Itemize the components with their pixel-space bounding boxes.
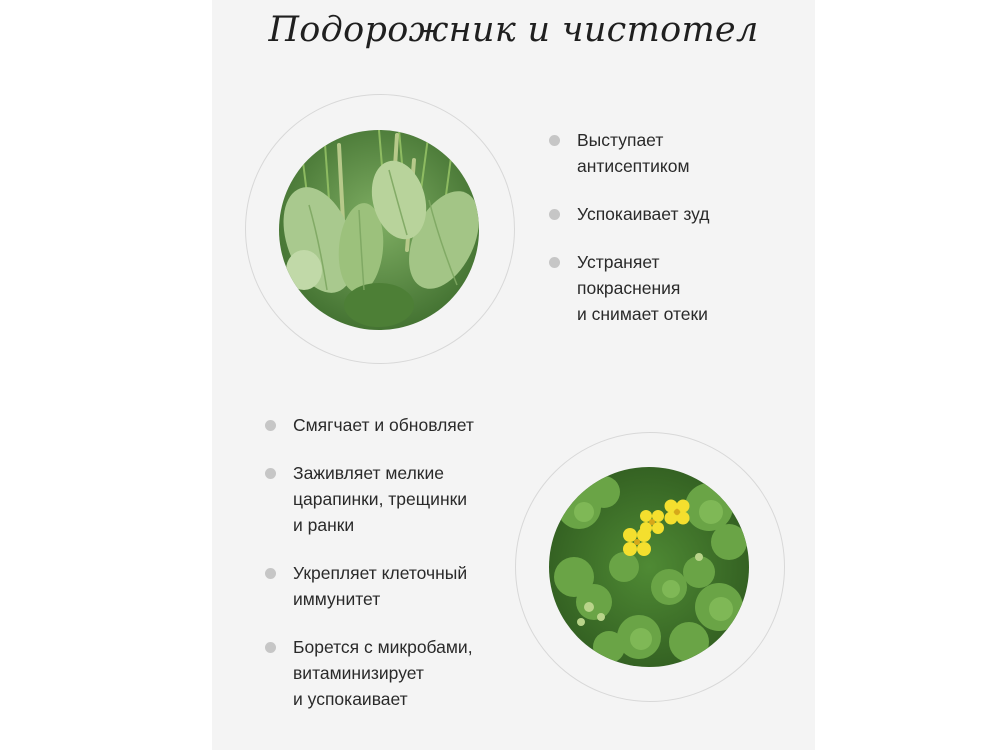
bullet-icon	[265, 420, 276, 431]
list-item: Успокаивает зуд	[549, 201, 789, 227]
list-item: Выступает антисептиком	[549, 127, 789, 179]
list-item: Укрепляет клеточный иммунитет	[265, 560, 505, 612]
celandine-photo	[549, 467, 749, 667]
plantain-benefits-list	[549, 127, 789, 349]
list-item: Заживляет мелкие царапинки, трещинки и ранки	[265, 460, 505, 538]
bullet-icon	[549, 135, 560, 146]
list-item: Устраняет покраснения и снимает отеки	[549, 249, 789, 327]
list-item: Смягчает и обновляет	[265, 412, 505, 438]
plantain-photo	[279, 130, 479, 330]
list-item: Борется с микробами, витаминизирует и успокаивает	[265, 634, 505, 712]
celandine-benefits-list	[265, 412, 505, 734]
bullet-icon	[549, 209, 560, 220]
infographic-card	[212, 0, 815, 750]
bullet-icon	[549, 257, 560, 268]
bullet-icon	[265, 468, 276, 479]
page-title: Подорожник и чистотел	[268, 10, 759, 50]
bullet-icon	[265, 568, 276, 579]
bullet-icon	[265, 642, 276, 653]
